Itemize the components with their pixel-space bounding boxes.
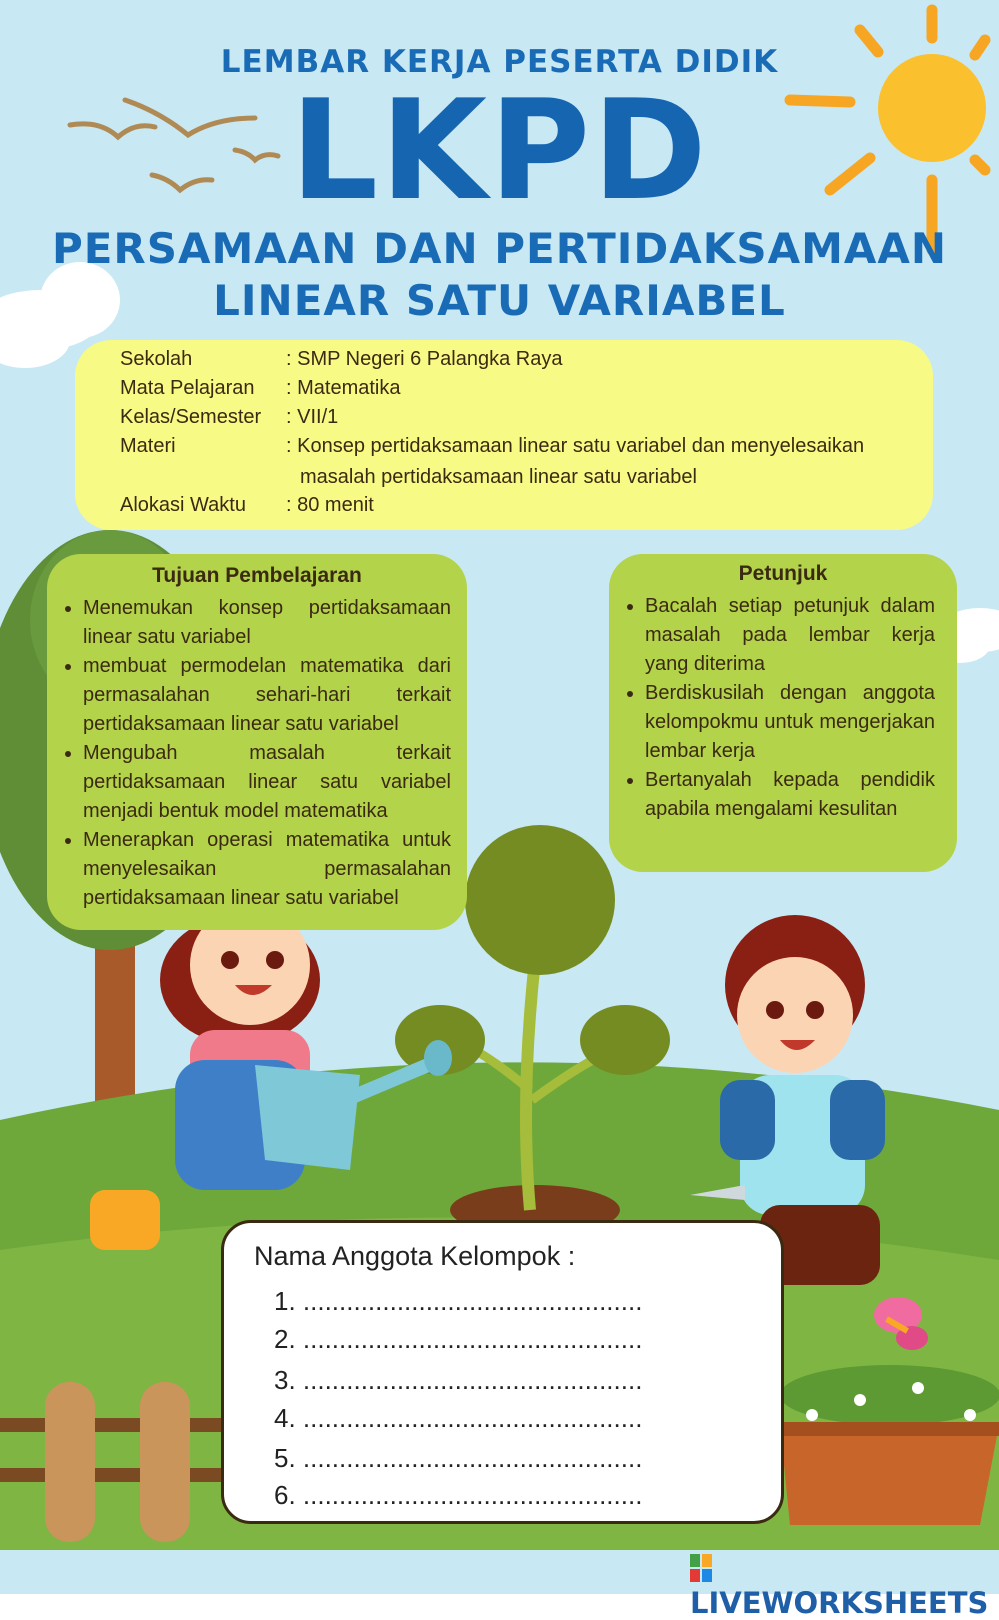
info-label: Mata Pelajaran	[120, 377, 255, 399]
list-item: • Berdiskusilah dengan anggota kelompokmu untuk mengerjakan lembar kerja	[645, 679, 935, 766]
info-value: : Konsep pertidaksamaan linear satu variabel dan menyelesaikan	[286, 435, 865, 457]
list-item: • Menerapkan operasi matematika untuk menyelesaikan permasalahan pertidaksamaan linear satu variabel	[83, 826, 451, 913]
info-value: : 80 menit	[286, 494, 374, 516]
info-materi-continued: masalah pertidaksamaan linear satu variabel	[300, 466, 697, 488]
liveworksheets-logo[interactable]	[690, 1552, 990, 1620]
worksheet-subtitle-line2: LINEAR SATU VARIABEL	[213, 276, 786, 325]
member-line-4[interactable]: 4. ...............................................	[274, 1403, 643, 1433]
member-line-2[interactable]: 2. ...............................................	[274, 1324, 643, 1354]
info-row-subject	[120, 377, 400, 400]
liveworksheets-icon	[690, 1554, 712, 1582]
info-label: Alokasi Waktu	[120, 494, 246, 516]
info-value: : SMP Negeri 6 Palangka Raya	[286, 348, 563, 370]
group-members-box	[221, 1220, 784, 1524]
info-row-time	[120, 494, 374, 517]
info-label: Sekolah	[120, 348, 193, 370]
group-members-title: Nama Anggota Kelompok :	[254, 1241, 576, 1271]
info-row-school	[120, 348, 562, 371]
instructions-panel	[609, 554, 957, 872]
info-label: Kelas/Semester	[120, 406, 262, 428]
learning-objectives-panel	[47, 554, 467, 930]
learning-objectives-list	[47, 594, 467, 913]
worksheet-supertitle: LEMBAR KERJA PESERTA DIDIK	[220, 44, 779, 80]
info-label: Materi	[120, 435, 176, 457]
instructions-list	[609, 592, 957, 824]
info-value: : Matematika	[286, 377, 401, 399]
member-line-1[interactable]: 1. ...............................................	[274, 1286, 643, 1316]
list-item: • Menemukan konsep pertidaksamaan linear satu variabel	[83, 594, 451, 652]
member-line-3[interactable]: 3. ...............................................	[274, 1365, 643, 1395]
list-item: • Bacalah setiap petunjuk dalam masalah pada lembar kerja yang diterima	[645, 592, 935, 679]
list-item: • Mengubah masalah terkait pertidaksamaan linear satu variabel menjadi bentuk model matematika	[83, 739, 451, 826]
member-line-5[interactable]: 5. ...............................................	[274, 1443, 643, 1473]
learning-objectives-title: Tujuan Pembelajaran	[152, 564, 362, 587]
instructions-title: Petunjuk	[738, 562, 828, 585]
liveworksheets-brand-text: LIVEWORKSHEETS	[690, 1586, 989, 1620]
info-value: : VII/1	[286, 406, 339, 428]
member-line-6[interactable]: 6. ...............................................	[274, 1480, 643, 1510]
list-item: • membuat permodelan matematika dari permasalahan sehari-hari terkait pertidaksamaan linear satu variabel	[83, 652, 451, 739]
worksheet-title: LKPD	[290, 70, 709, 231]
info-row-materi	[120, 435, 864, 458]
planter-icon	[775, 1365, 999, 1525]
list-item: • Bertanyalah kepada pendidik apabila mengalami kesulitan	[645, 766, 935, 824]
worksheet-subtitle-line1: PERSAMAAN DAN PERTIDAKSAMAAN	[51, 224, 948, 273]
info-row-class	[120, 406, 338, 429]
